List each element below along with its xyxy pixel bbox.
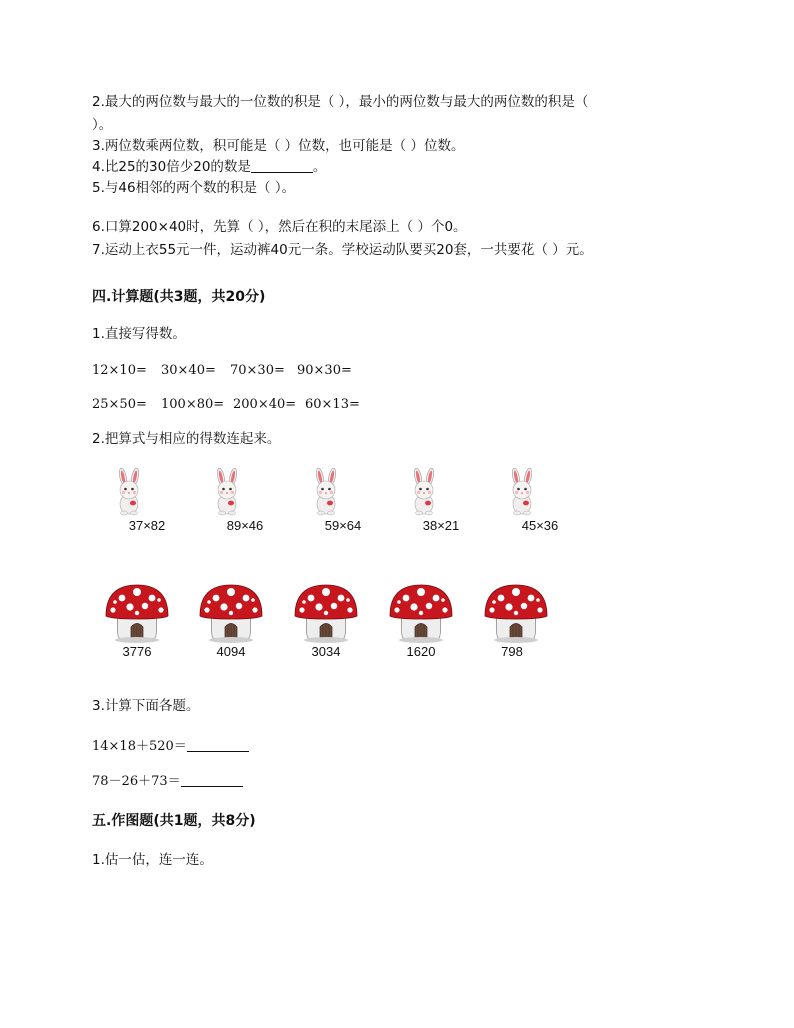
calc-2-title: 2.把算式与相应的得数连起来。 [92,431,281,447]
calc-1-row2-item: 100×80= [161,397,225,412]
question-2-line-2: ）。 [92,117,113,133]
mushroom-house-image [198,583,264,649]
mushroom-value-label: 3034 [311,644,341,659]
calc-3-item [92,735,249,754]
calc-1-title: 1.直接写得数。 [92,326,186,342]
mushroom-value-label: 4094 [216,644,246,659]
calc-3-title: 3.计算下面各题。 [92,698,200,714]
question-7: 7.运动上衣55元一件，运动裤40元一条。学校运动队要买20套，一共要花（ ）元。 [92,242,593,258]
answer-blank[interactable] [181,772,243,787]
question-4-end: 。 [312,159,327,175]
rabbit-expression-label: 38×21 [422,518,460,533]
calc-3-expression: 78－26＋73＝ [92,774,181,789]
calc-1-row2-item: 60×13= [305,397,360,412]
calc-1-row1-item: 70×30= [230,363,285,378]
mushroom-value-label: 3776 [122,644,152,659]
calc-1-row1-item: 90×30= [297,363,352,378]
calc-1-row1-item: 30×40= [161,363,216,378]
mushroom-house-image [293,583,359,649]
question-6: 6.口算200×40时，先算（ ），然后在积的末尾添上（ ）个0。 [92,219,467,235]
calc-3-item [92,770,243,789]
answer-blank[interactable] [187,737,249,752]
rabbit-image [406,468,442,520]
rabbit-image [308,468,344,520]
calc-1-row2-item: 200×40= [233,397,297,412]
answer-blank[interactable] [251,158,313,173]
calc-1-row2-item: 25×50= [92,397,147,412]
rabbit-expression-label: 89×46 [226,518,264,533]
rabbit-expression-label: 45×36 [521,518,559,533]
rabbit-image [209,468,245,520]
question-2-line-1: 2.最大的两位数与最大的一位数的积是（ ），最小的两位数与最大的两位数的积是（ [92,94,589,110]
mushroom-value-label: 1620 [406,644,436,659]
section-4-title: 四.计算题(共3题，共20分) [92,289,266,305]
rabbit-expression-label: 37×82 [128,518,166,533]
mushroom-house-image [483,583,549,649]
question-4 [92,158,326,176]
question-4-text: 4.比25的30倍少20的数是 [92,159,251,175]
question-3: 3.两位数乘两位数，积可能是（ ）位数，也可能是（ ）位数。 [92,138,465,154]
rabbit-image [504,468,540,520]
calc-1-row1-item: 12×10= [92,363,147,378]
mushroom-value-label: 798 [501,644,523,659]
rabbit-expression-label: 59×64 [324,518,362,533]
mushroom-house-image [388,583,454,649]
question-5: 5.与46相邻的两个数的积是（ ）。 [92,180,296,196]
calc-3-expression: 14×18＋520＝ [92,739,187,754]
mushroom-house-image [104,583,170,649]
draw-1-title: 1.估一估，连一连。 [92,852,213,868]
rabbit-image [111,468,147,520]
section-5-title: 五.作图题(共1题，共8分) [92,813,256,829]
